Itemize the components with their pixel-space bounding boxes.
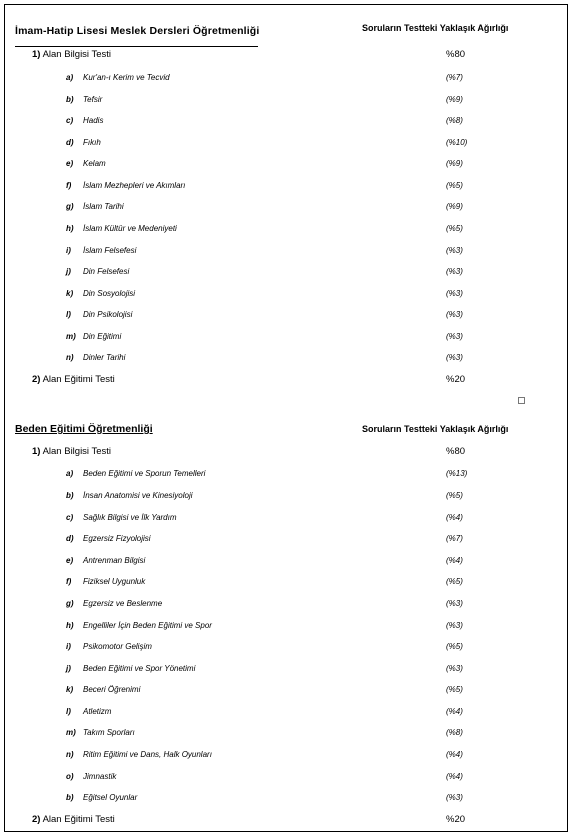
- subject-letter: k): [66, 685, 74, 694]
- test-row: [0, 446, 572, 460]
- subject-row: [0, 180, 572, 194]
- subject-weight: (%5): [446, 181, 463, 190]
- subject-row: [0, 309, 572, 323]
- subject-letter: k): [66, 289, 74, 298]
- subject-name: Atletizm: [83, 707, 112, 716]
- subject-letter: h): [66, 224, 74, 233]
- subject-weight: (%4): [446, 513, 463, 522]
- test-name: Alan Bilgisi Testi: [42, 49, 112, 60]
- subject-weight: (%5): [446, 685, 463, 694]
- subject-letter: e): [66, 556, 74, 565]
- subject-weight: (%3): [446, 246, 463, 255]
- subject-letter: h): [66, 621, 74, 630]
- subject-name: Engelliler İçin Beden Eğitimi ve Spor: [83, 621, 212, 630]
- subject-row: [0, 533, 572, 547]
- test-number: 1): [32, 49, 41, 60]
- subject-weight: (%7): [446, 73, 463, 82]
- subject-letter: a): [66, 73, 74, 82]
- subject-weight: (%3): [446, 793, 463, 802]
- subject-name: Beden Eğitimi ve Sporun Temelleri: [83, 469, 206, 478]
- subject-row: [0, 72, 572, 86]
- subject-name: Takım Sporları: [83, 728, 135, 737]
- subject-row: [0, 727, 572, 741]
- subject-row: [0, 598, 572, 612]
- subject-row: [0, 352, 572, 366]
- subject-letter: n): [66, 750, 74, 759]
- subject-weight: (%9): [446, 202, 463, 211]
- test-weight: %20: [446, 374, 466, 385]
- subject-name: Kelam: [83, 159, 106, 168]
- subject-name: Dinler Tarihi: [83, 353, 126, 362]
- subject-letter: i): [66, 246, 71, 255]
- subject-name: Din Felsefesi: [83, 267, 130, 276]
- test-weight: %80: [446, 446, 466, 457]
- subject-name: İnsan Anatomisi ve Kinesiyoloji: [83, 491, 193, 500]
- subject-row: [0, 749, 572, 763]
- subject-letter: m): [66, 332, 76, 341]
- subject-name: Tefsir: [83, 95, 103, 104]
- subject-letter: j): [66, 267, 71, 276]
- subject-letter: j): [66, 664, 71, 673]
- subject-row: [0, 94, 572, 108]
- subject-letter: d): [66, 138, 74, 147]
- test-number: 2): [32, 814, 41, 825]
- subject-name: Kur'an-ı Kerim ve Tecvid: [83, 73, 170, 82]
- subject-weight: (%3): [446, 664, 463, 673]
- subject-weight: (%8): [446, 728, 463, 737]
- subject-row: [0, 468, 572, 482]
- subject-weight: (%4): [446, 707, 463, 716]
- test-name: Alan Bilgisi Testi: [42, 446, 112, 457]
- subject-row: [0, 223, 572, 237]
- subject-name: Beden Eğitimi ve Spor Yönetimi: [83, 664, 196, 673]
- subject-row: [0, 641, 572, 655]
- subject-weight: (%3): [446, 310, 463, 319]
- test-label: [32, 814, 115, 825]
- subject-name: İslam Kültür ve Medeniyeti: [83, 224, 177, 233]
- subject-letter: b): [66, 491, 74, 500]
- checkbox[interactable]: [518, 397, 525, 404]
- subject-letter: o): [66, 772, 74, 781]
- subject-row: [0, 771, 572, 785]
- subject-name: Hadis: [83, 116, 104, 125]
- test-row: [0, 374, 572, 388]
- test-weight: %80: [446, 49, 466, 60]
- test-label: [32, 49, 111, 60]
- column-header: Soruların Testteki Yaklaşık Ağırlığı: [362, 424, 509, 434]
- subject-name: Egzersiz Fizyolojisi: [83, 534, 151, 543]
- subject-weight: (%3): [446, 621, 463, 630]
- test-label: [32, 374, 115, 385]
- subject-row: [0, 490, 572, 504]
- subject-weight: (%3): [446, 353, 463, 362]
- subject-letter: g): [66, 599, 74, 608]
- subject-letter: m): [66, 728, 76, 737]
- subject-row: [0, 158, 572, 172]
- subject-letter: l): [66, 310, 71, 319]
- subject-name: Din Sosyolojisi: [83, 289, 136, 298]
- subject-weight: (%9): [446, 159, 463, 168]
- test-number: 1): [32, 446, 41, 457]
- subject-weight: (%4): [446, 772, 463, 781]
- subject-letter: c): [66, 116, 74, 125]
- subject-row: [0, 245, 572, 259]
- subject-weight: (%3): [446, 332, 463, 341]
- column-header: Soruların Testteki Yaklaşık Ağırlığı: [362, 23, 509, 33]
- section-title: Beden Eğitimi Öğretmenliği: [15, 423, 153, 435]
- subject-weight: (%5): [446, 224, 463, 233]
- subject-row: [0, 576, 572, 590]
- subject-letter: f): [66, 577, 72, 586]
- subject-row: [0, 555, 572, 569]
- subject-name: Din Eğitimi: [83, 332, 122, 341]
- subject-name: Egzersiz ve Beslenme: [83, 599, 163, 608]
- subject-weight: (%7): [446, 534, 463, 543]
- subject-name: Ritim Eğitimi ve Dans, Halk Oyunları: [83, 750, 212, 759]
- subject-letter: g): [66, 202, 74, 211]
- subject-weight: (%3): [446, 267, 463, 276]
- subject-name: Jimnastik: [83, 772, 117, 781]
- subject-weight: (%3): [446, 599, 463, 608]
- test-name: Alan Eğitimi Testi: [42, 374, 115, 385]
- subject-letter: d): [66, 534, 74, 543]
- subject-weight: (%5): [446, 577, 463, 586]
- title-underline: [15, 46, 258, 47]
- test-weight: %20: [446, 814, 466, 825]
- subject-row: [0, 137, 572, 151]
- subject-name: Din Psikolojisi: [83, 310, 133, 319]
- subject-name: Fiziksel Uygunluk: [83, 577, 146, 586]
- subject-name: İslam Felsefesi: [83, 246, 137, 255]
- subject-row: [0, 512, 572, 526]
- subject-weight: (%10): [446, 138, 468, 147]
- section-title: İmam-Hatip Lisesi Meslek Dersleri Öğretmenliği: [15, 25, 260, 37]
- subject-name: İslam Tarihi: [83, 202, 124, 211]
- subject-name: Sağlık Bilgisi ve İlk Yardım: [83, 513, 177, 522]
- subject-weight: (%13): [446, 469, 468, 478]
- subject-name: Psikomotor Gelişim: [83, 642, 152, 651]
- subject-name: İslam Mezhepleri ve Akımları: [83, 181, 186, 190]
- subject-letter: c): [66, 513, 74, 522]
- subject-row: [0, 706, 572, 720]
- subject-row: [0, 201, 572, 215]
- subject-row: [0, 288, 572, 302]
- test-row: [0, 814, 572, 828]
- subject-name: Eğitsel Oyunlar: [83, 793, 138, 802]
- subject-letter: e): [66, 159, 74, 168]
- subject-letter: n): [66, 353, 74, 362]
- subject-name: Beceri Öğrenimi: [83, 685, 141, 694]
- subject-weight: (%4): [446, 556, 463, 565]
- subject-name: Fıkıh: [83, 138, 101, 147]
- subject-letter: f): [66, 181, 72, 190]
- subject-letter: b): [66, 95, 74, 104]
- test-label: [32, 446, 111, 457]
- subject-name: Antrenman Bilgisi: [83, 556, 146, 565]
- subject-letter: a): [66, 469, 74, 478]
- subject-row: [0, 331, 572, 345]
- subject-letter: i): [66, 642, 71, 651]
- subject-letter: l): [66, 707, 71, 716]
- subject-letter: b): [66, 793, 74, 802]
- subject-row: [0, 266, 572, 280]
- subject-weight: (%5): [446, 642, 463, 651]
- subject-row: [0, 792, 572, 806]
- subject-row: [0, 663, 572, 677]
- subject-row: [0, 115, 572, 129]
- test-row: [0, 49, 572, 63]
- subject-weight: (%8): [446, 116, 463, 125]
- subject-weight: (%5): [446, 491, 463, 500]
- test-name: Alan Eğitimi Testi: [42, 814, 115, 825]
- test-number: 2): [32, 374, 41, 385]
- subject-weight: (%9): [446, 95, 463, 104]
- subject-weight: (%3): [446, 289, 463, 298]
- subject-row: [0, 620, 572, 634]
- subject-row: [0, 684, 572, 698]
- subject-weight: (%4): [446, 750, 463, 759]
